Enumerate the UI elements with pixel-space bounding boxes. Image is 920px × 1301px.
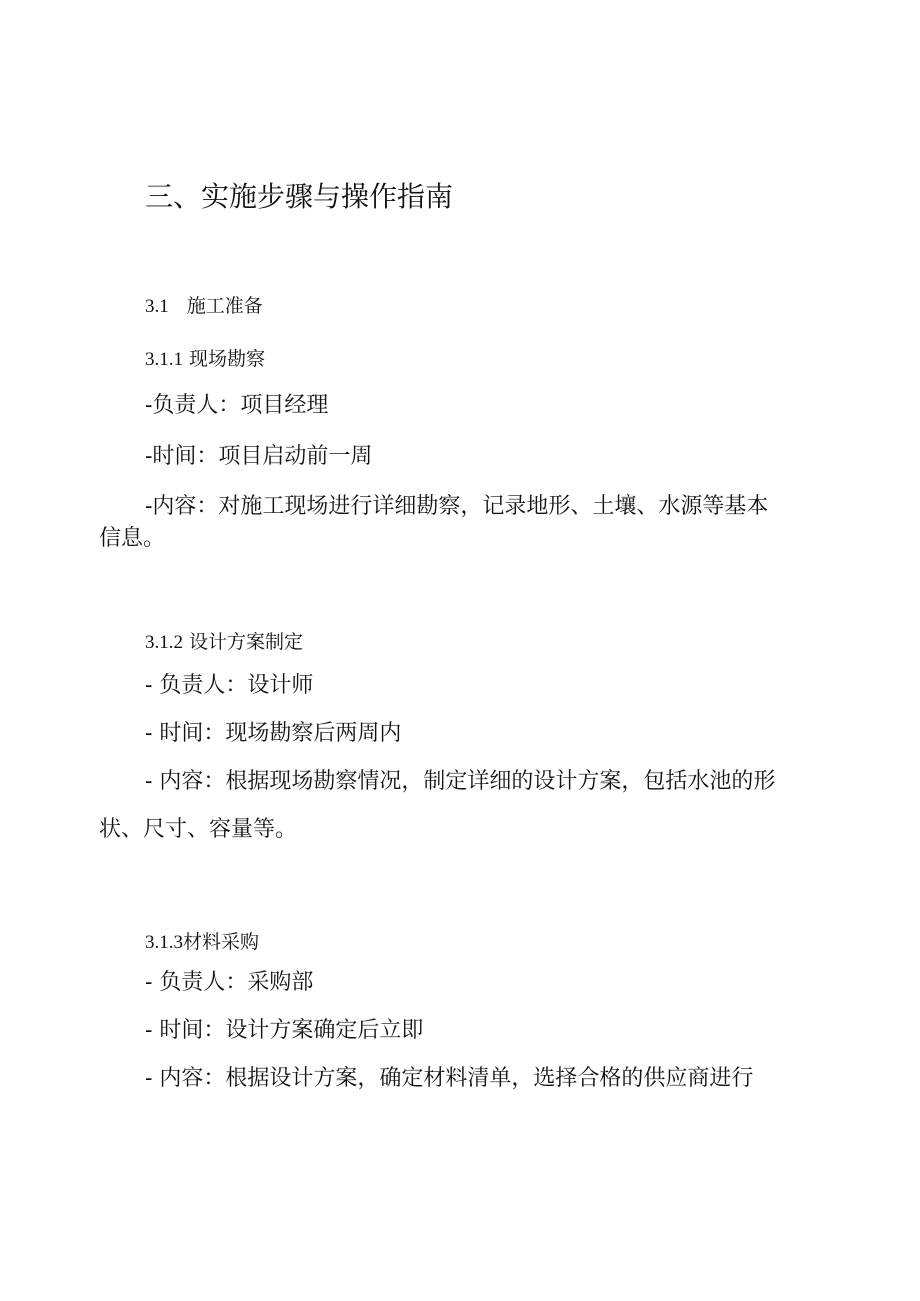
chapter-title: 三、实施步骤与操作指南 — [145, 180, 454, 213]
content-line-2: 信息。 — [99, 526, 166, 551]
subsection-number: 3.1.2 — [145, 632, 183, 653]
subsection-number: 3.1.1 — [145, 349, 183, 370]
subsection-heading-3-1-1 — [145, 344, 265, 371]
content-line-1: - 内容：根据现场勘察情况，制定详细的设计方案，包括水池的形 — [145, 769, 776, 794]
responsible-line: -负责人：项目经理 — [145, 393, 329, 418]
time-line: - 时间：现场勘察后两周内 — [145, 721, 402, 746]
subsection-number: 3.1.3 — [145, 932, 183, 953]
subsection-heading-3-1-2 — [145, 627, 303, 654]
section-title: 施工准备 — [186, 295, 263, 317]
subsection-title: 现场勘察 — [189, 348, 266, 370]
responsible-line: - 负责人：采购部 — [145, 970, 314, 995]
content-line-1: - 内容：根据设计方案，确定材料清单，选择合格的供应商进行 — [145, 1066, 754, 1091]
content-line-2: 状、尺寸、容量等。 — [99, 817, 298, 842]
time-line: - 时间：设计方案确定后立即 — [145, 1018, 424, 1043]
content-paragraph — [99, 771, 775, 841]
subsection-heading-3-1-3 — [145, 927, 259, 954]
section-heading-3-1 — [145, 291, 263, 318]
content-paragraph — [99, 496, 768, 550]
time-line: -时间：项目启动前一周 — [145, 444, 373, 469]
subsection-title: 设计方案制定 — [189, 631, 304, 653]
subsection-title: 材料采购 — [183, 931, 260, 953]
content-line-1: -内容：对施工现场进行详细勘察，记录地形、土壤、水源等基本 — [145, 494, 769, 519]
section-number: 3.1 — [145, 296, 169, 317]
responsible-line: - 负责人：设计师 — [145, 673, 314, 698]
